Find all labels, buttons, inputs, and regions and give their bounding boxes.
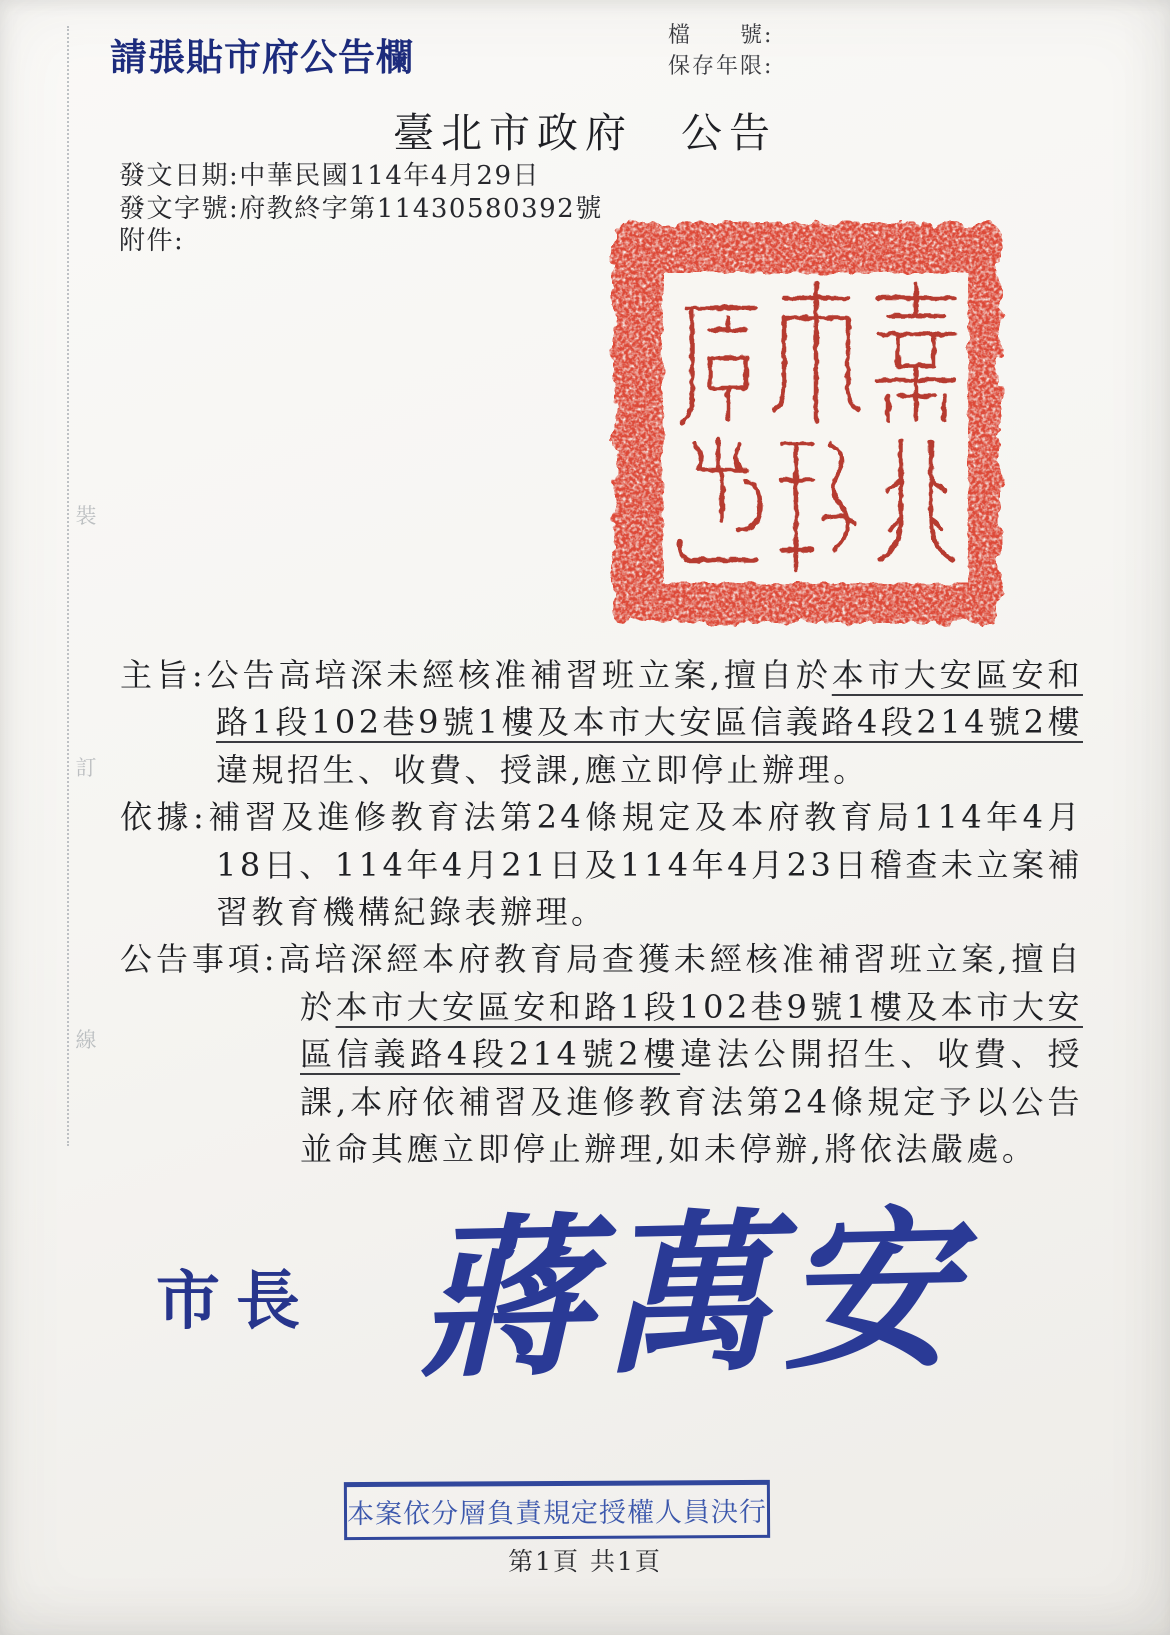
seal-icon <box>606 218 1008 632</box>
issue-date-line: 發文日期:中華民國114年4月29日 <box>119 161 541 191</box>
subject-paragraph <box>120 652 1083 794</box>
posting-note: 請張貼市府公告欄 <box>110 35 414 79</box>
issue-ref-line: 發文字號:府教終字第11430580392號 <box>119 193 603 224</box>
basis-label: 依據: <box>120 798 208 837</box>
attachment-line: 附件: <box>119 226 185 256</box>
page-title: 臺北市政府 公告 <box>393 109 777 157</box>
page-number: 第1頁 共1頁 <box>508 1547 662 1576</box>
retention-label: 保存年限: <box>668 54 774 79</box>
items-paragraph <box>120 936 1083 1173</box>
official-seal-stamp <box>606 218 1008 632</box>
announcement-body <box>120 652 1083 1173</box>
mayor-title: 市長 <box>156 1264 316 1339</box>
binding-mark-zhuang: 裝 <box>75 504 97 528</box>
items-label: 公告事項: <box>120 940 279 979</box>
file-number-block <box>668 20 773 82</box>
basis-paragraph <box>120 794 1083 936</box>
subject-label: 主旨: <box>120 656 207 694</box>
basis-content: 補習及進修教育法第24條規定及本府教育局114年4月18日、114年4月21日及114年4月23日稽查未立案補習教育機構紀錄表辦理。 <box>207 798 1083 932</box>
binding-dotted-line <box>67 26 69 1146</box>
items-content: 高培深經本府教育局查獲未經核准補習班立案,擅自於本市大安區安和路1段102巷9號1樓及本市大安區信義路4段214號2樓違法公開招生、收費、授課,本府依補習及進修教育法第24條規定予以公告並命其應立即停止辦理,如未停辦,將依法嚴處。 <box>278 940 1083 1169</box>
delegation-stamp: 本案依分層負責規定授權人員決行 <box>344 1480 770 1540</box>
file-no-label: 檔 號: <box>668 23 774 48</box>
meta-block <box>119 160 603 258</box>
subject-content: 公告高培深未經核准補習班立案,擅自於本市大安區安和路1段102巷9號1樓及本市大安區信義路4段214號2樓違規招生、收費、授課,應立即停止辦理。 <box>206 656 1083 789</box>
binding-mark-ding: 訂 <box>75 756 97 780</box>
binding-mark-xian: 線 <box>75 1028 97 1052</box>
mayor-signature: 蔣萬安 <box>416 1187 967 1402</box>
